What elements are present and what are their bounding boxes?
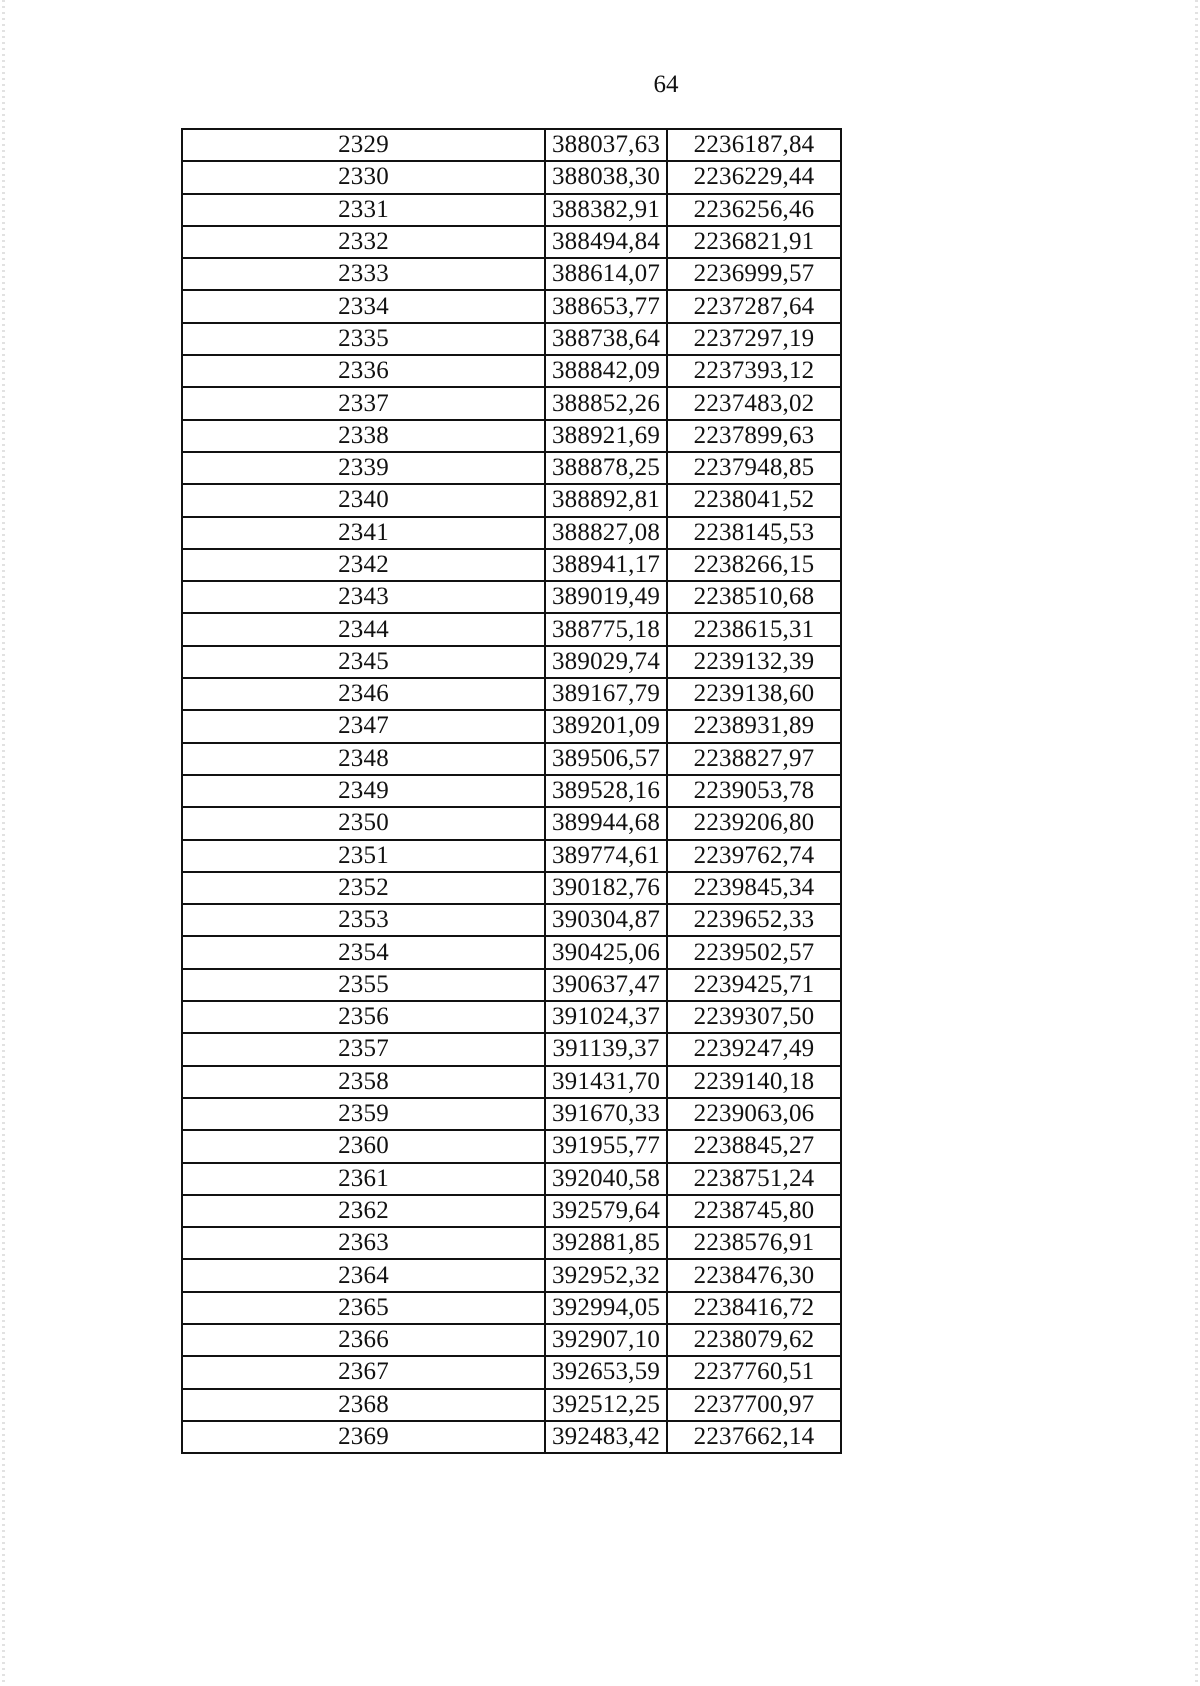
table-row <box>182 775 841 807</box>
point-number-cell: 2355 <box>182 969 545 1001</box>
point-number-cell: 2330 <box>182 161 545 193</box>
x-coordinate-cell: 388653,77 <box>545 290 667 322</box>
point-number-cell: 2346 <box>182 678 545 710</box>
x-coordinate-cell: 390637,47 <box>545 969 667 1001</box>
y-coordinate-cell: 2239063,06 <box>667 1098 841 1130</box>
y-coordinate-cell: 2237483,02 <box>667 387 841 419</box>
x-coordinate-cell: 388878,25 <box>545 452 667 484</box>
y-coordinate-cell: 2236999,57 <box>667 258 841 290</box>
point-number-cell: 2352 <box>182 872 545 904</box>
y-coordinate-cell: 2239652,33 <box>667 904 841 936</box>
y-coordinate-cell: 2239053,78 <box>667 775 841 807</box>
point-number-cell: 2341 <box>182 517 545 549</box>
table-row <box>182 840 841 872</box>
table-row <box>182 581 841 613</box>
y-coordinate-cell: 2238745,80 <box>667 1195 841 1227</box>
y-coordinate-cell: 2238476,30 <box>667 1259 841 1291</box>
point-number-cell: 2363 <box>182 1227 545 1259</box>
x-coordinate-cell: 389506,57 <box>545 743 667 775</box>
point-number-cell: 2348 <box>182 743 545 775</box>
x-coordinate-cell: 388037,63 <box>545 129 667 161</box>
scan-edge-right <box>1195 0 1198 1686</box>
point-number-cell: 2356 <box>182 1001 545 1033</box>
point-number-cell: 2369 <box>182 1421 545 1453</box>
point-number-cell: 2347 <box>182 710 545 742</box>
x-coordinate-cell: 392512,25 <box>545 1389 667 1421</box>
x-coordinate-cell: 389201,09 <box>545 710 667 742</box>
x-coordinate-cell: 392040,58 <box>545 1163 667 1195</box>
point-number-cell: 2361 <box>182 1163 545 1195</box>
point-number-cell: 2350 <box>182 807 545 839</box>
x-coordinate-cell: 391670,33 <box>545 1098 667 1130</box>
y-coordinate-cell: 2237287,64 <box>667 290 841 322</box>
table-row <box>182 1001 841 1033</box>
y-coordinate-cell: 2238145,53 <box>667 517 841 549</box>
x-coordinate-cell: 388382,91 <box>545 194 667 226</box>
table-row <box>182 1163 841 1195</box>
y-coordinate-cell: 2238266,15 <box>667 549 841 581</box>
point-number-cell: 2364 <box>182 1259 545 1291</box>
table-row <box>182 1356 841 1388</box>
table-row <box>182 129 841 161</box>
y-coordinate-cell: 2238576,91 <box>667 1227 841 1259</box>
y-coordinate-cell: 2238615,31 <box>667 613 841 645</box>
point-number-cell: 2358 <box>182 1066 545 1098</box>
x-coordinate-cell: 391024,37 <box>545 1001 667 1033</box>
table-row <box>182 452 841 484</box>
table-row <box>182 807 841 839</box>
y-coordinate-cell: 2237899,63 <box>667 420 841 452</box>
table-row <box>182 387 841 419</box>
table-row <box>182 1292 841 1324</box>
x-coordinate-cell: 392579,64 <box>545 1195 667 1227</box>
x-coordinate-cell: 388775,18 <box>545 613 667 645</box>
x-coordinate-cell: 388852,26 <box>545 387 667 419</box>
page-number: 64 <box>653 71 679 98</box>
y-coordinate-cell: 2239138,60 <box>667 678 841 710</box>
x-coordinate-cell: 388842,09 <box>545 355 667 387</box>
x-coordinate-cell: 388941,17 <box>545 549 667 581</box>
x-coordinate-cell: 390304,87 <box>545 904 667 936</box>
x-coordinate-cell: 391139,37 <box>545 1033 667 1065</box>
y-coordinate-cell: 2238079,62 <box>667 1324 841 1356</box>
table-row <box>182 1195 841 1227</box>
x-coordinate-cell: 392483,42 <box>545 1421 667 1453</box>
point-number-cell: 2334 <box>182 290 545 322</box>
table-row <box>182 1227 841 1259</box>
x-coordinate-cell: 388738,64 <box>545 323 667 355</box>
x-coordinate-cell: 388494,84 <box>545 226 667 258</box>
table-row <box>182 355 841 387</box>
table-row <box>182 1098 841 1130</box>
y-coordinate-cell: 2238845,27 <box>667 1130 841 1162</box>
x-coordinate-cell: 392907,10 <box>545 1324 667 1356</box>
x-coordinate-cell: 388892,81 <box>545 484 667 516</box>
point-number-cell: 2362 <box>182 1195 545 1227</box>
x-coordinate-cell: 388038,30 <box>545 161 667 193</box>
y-coordinate-cell: 2236187,84 <box>667 129 841 161</box>
point-number-cell: 2349 <box>182 775 545 807</box>
table-row <box>182 743 841 775</box>
x-coordinate-cell: 388827,08 <box>545 517 667 549</box>
table-row <box>182 323 841 355</box>
point-number-cell: 2354 <box>182 936 545 968</box>
y-coordinate-cell: 2239206,80 <box>667 807 841 839</box>
x-coordinate-cell: 392653,59 <box>545 1356 667 1388</box>
y-coordinate-cell: 2238827,97 <box>667 743 841 775</box>
point-number-cell: 2339 <box>182 452 545 484</box>
point-number-cell: 2353 <box>182 904 545 936</box>
point-number-cell: 2351 <box>182 840 545 872</box>
table-row <box>182 1259 841 1291</box>
table-row <box>182 710 841 742</box>
y-coordinate-cell: 2238751,24 <box>667 1163 841 1195</box>
table-row <box>182 517 841 549</box>
x-coordinate-cell: 391431,70 <box>545 1066 667 1098</box>
point-number-cell: 2344 <box>182 613 545 645</box>
x-coordinate-cell: 391955,77 <box>545 1130 667 1162</box>
table-row <box>182 904 841 936</box>
point-number-cell: 2367 <box>182 1356 545 1388</box>
table-row <box>182 484 841 516</box>
table-row <box>182 872 841 904</box>
x-coordinate-cell: 388614,07 <box>545 258 667 290</box>
table-row <box>182 226 841 258</box>
table-row <box>182 678 841 710</box>
x-coordinate-cell: 390425,06 <box>545 936 667 968</box>
x-coordinate-cell: 389528,16 <box>545 775 667 807</box>
y-coordinate-cell: 2238510,68 <box>667 581 841 613</box>
point-number-cell: 2342 <box>182 549 545 581</box>
y-coordinate-cell: 2239140,18 <box>667 1066 841 1098</box>
table-row <box>182 1389 841 1421</box>
x-coordinate-cell: 389774,61 <box>545 840 667 872</box>
x-coordinate-cell: 389167,79 <box>545 678 667 710</box>
x-coordinate-cell: 388921,69 <box>545 420 667 452</box>
table-row <box>182 549 841 581</box>
y-coordinate-cell: 2237662,14 <box>667 1421 841 1453</box>
y-coordinate-cell: 2237393,12 <box>667 355 841 387</box>
point-number-cell: 2345 <box>182 646 545 678</box>
x-coordinate-cell: 390182,76 <box>545 872 667 904</box>
table-row <box>182 1130 841 1162</box>
table-row <box>182 1421 841 1453</box>
y-coordinate-cell: 2239425,71 <box>667 969 841 1001</box>
y-coordinate-cell: 2236821,91 <box>667 226 841 258</box>
point-number-cell: 2368 <box>182 1389 545 1421</box>
x-coordinate-cell: 389029,74 <box>545 646 667 678</box>
table-row <box>182 1324 841 1356</box>
point-number-cell: 2340 <box>182 484 545 516</box>
table-row <box>182 646 841 678</box>
point-number-cell: 2357 <box>182 1033 545 1065</box>
y-coordinate-cell: 2239307,50 <box>667 1001 841 1033</box>
y-coordinate-cell: 2237760,51 <box>667 1356 841 1388</box>
point-number-cell: 2336 <box>182 355 545 387</box>
x-coordinate-cell: 392881,85 <box>545 1227 667 1259</box>
table-row <box>182 420 841 452</box>
table-row <box>182 1033 841 1065</box>
point-number-cell: 2360 <box>182 1130 545 1162</box>
table-row <box>182 936 841 968</box>
point-number-cell: 2337 <box>182 387 545 419</box>
y-coordinate-cell: 2238416,72 <box>667 1292 841 1324</box>
point-number-cell: 2359 <box>182 1098 545 1130</box>
point-number-cell: 2343 <box>182 581 545 613</box>
coordinates-table-body <box>182 129 841 1453</box>
table-row <box>182 290 841 322</box>
y-coordinate-cell: 2239502,57 <box>667 936 841 968</box>
point-number-cell: 2333 <box>182 258 545 290</box>
y-coordinate-cell: 2239247,49 <box>667 1033 841 1065</box>
y-coordinate-cell: 2237948,85 <box>667 452 841 484</box>
table-row <box>182 194 841 226</box>
scan-edge-left <box>2 0 5 1686</box>
table-row <box>182 969 841 1001</box>
y-coordinate-cell: 2239762,74 <box>667 840 841 872</box>
table-row <box>182 258 841 290</box>
y-coordinate-cell: 2239132,39 <box>667 646 841 678</box>
y-coordinate-cell: 2238931,89 <box>667 710 841 742</box>
point-number-cell: 2332 <box>182 226 545 258</box>
x-coordinate-cell: 389019,49 <box>545 581 667 613</box>
point-number-cell: 2338 <box>182 420 545 452</box>
coordinates-table <box>181 128 842 1454</box>
y-coordinate-cell: 2237700,97 <box>667 1389 841 1421</box>
table-row <box>182 1066 841 1098</box>
y-coordinate-cell: 2238041,52 <box>667 484 841 516</box>
point-number-cell: 2329 <box>182 129 545 161</box>
y-coordinate-cell: 2236256,46 <box>667 194 841 226</box>
y-coordinate-cell: 2239845,34 <box>667 872 841 904</box>
point-number-cell: 2335 <box>182 323 545 355</box>
x-coordinate-cell: 392994,05 <box>545 1292 667 1324</box>
y-coordinate-cell: 2237297,19 <box>667 323 841 355</box>
point-number-cell: 2331 <box>182 194 545 226</box>
point-number-cell: 2366 <box>182 1324 545 1356</box>
table-row <box>182 613 841 645</box>
x-coordinate-cell: 392952,32 <box>545 1259 667 1291</box>
point-number-cell: 2365 <box>182 1292 545 1324</box>
y-coordinate-cell: 2236229,44 <box>667 161 841 193</box>
table-row <box>182 161 841 193</box>
x-coordinate-cell: 389944,68 <box>545 807 667 839</box>
